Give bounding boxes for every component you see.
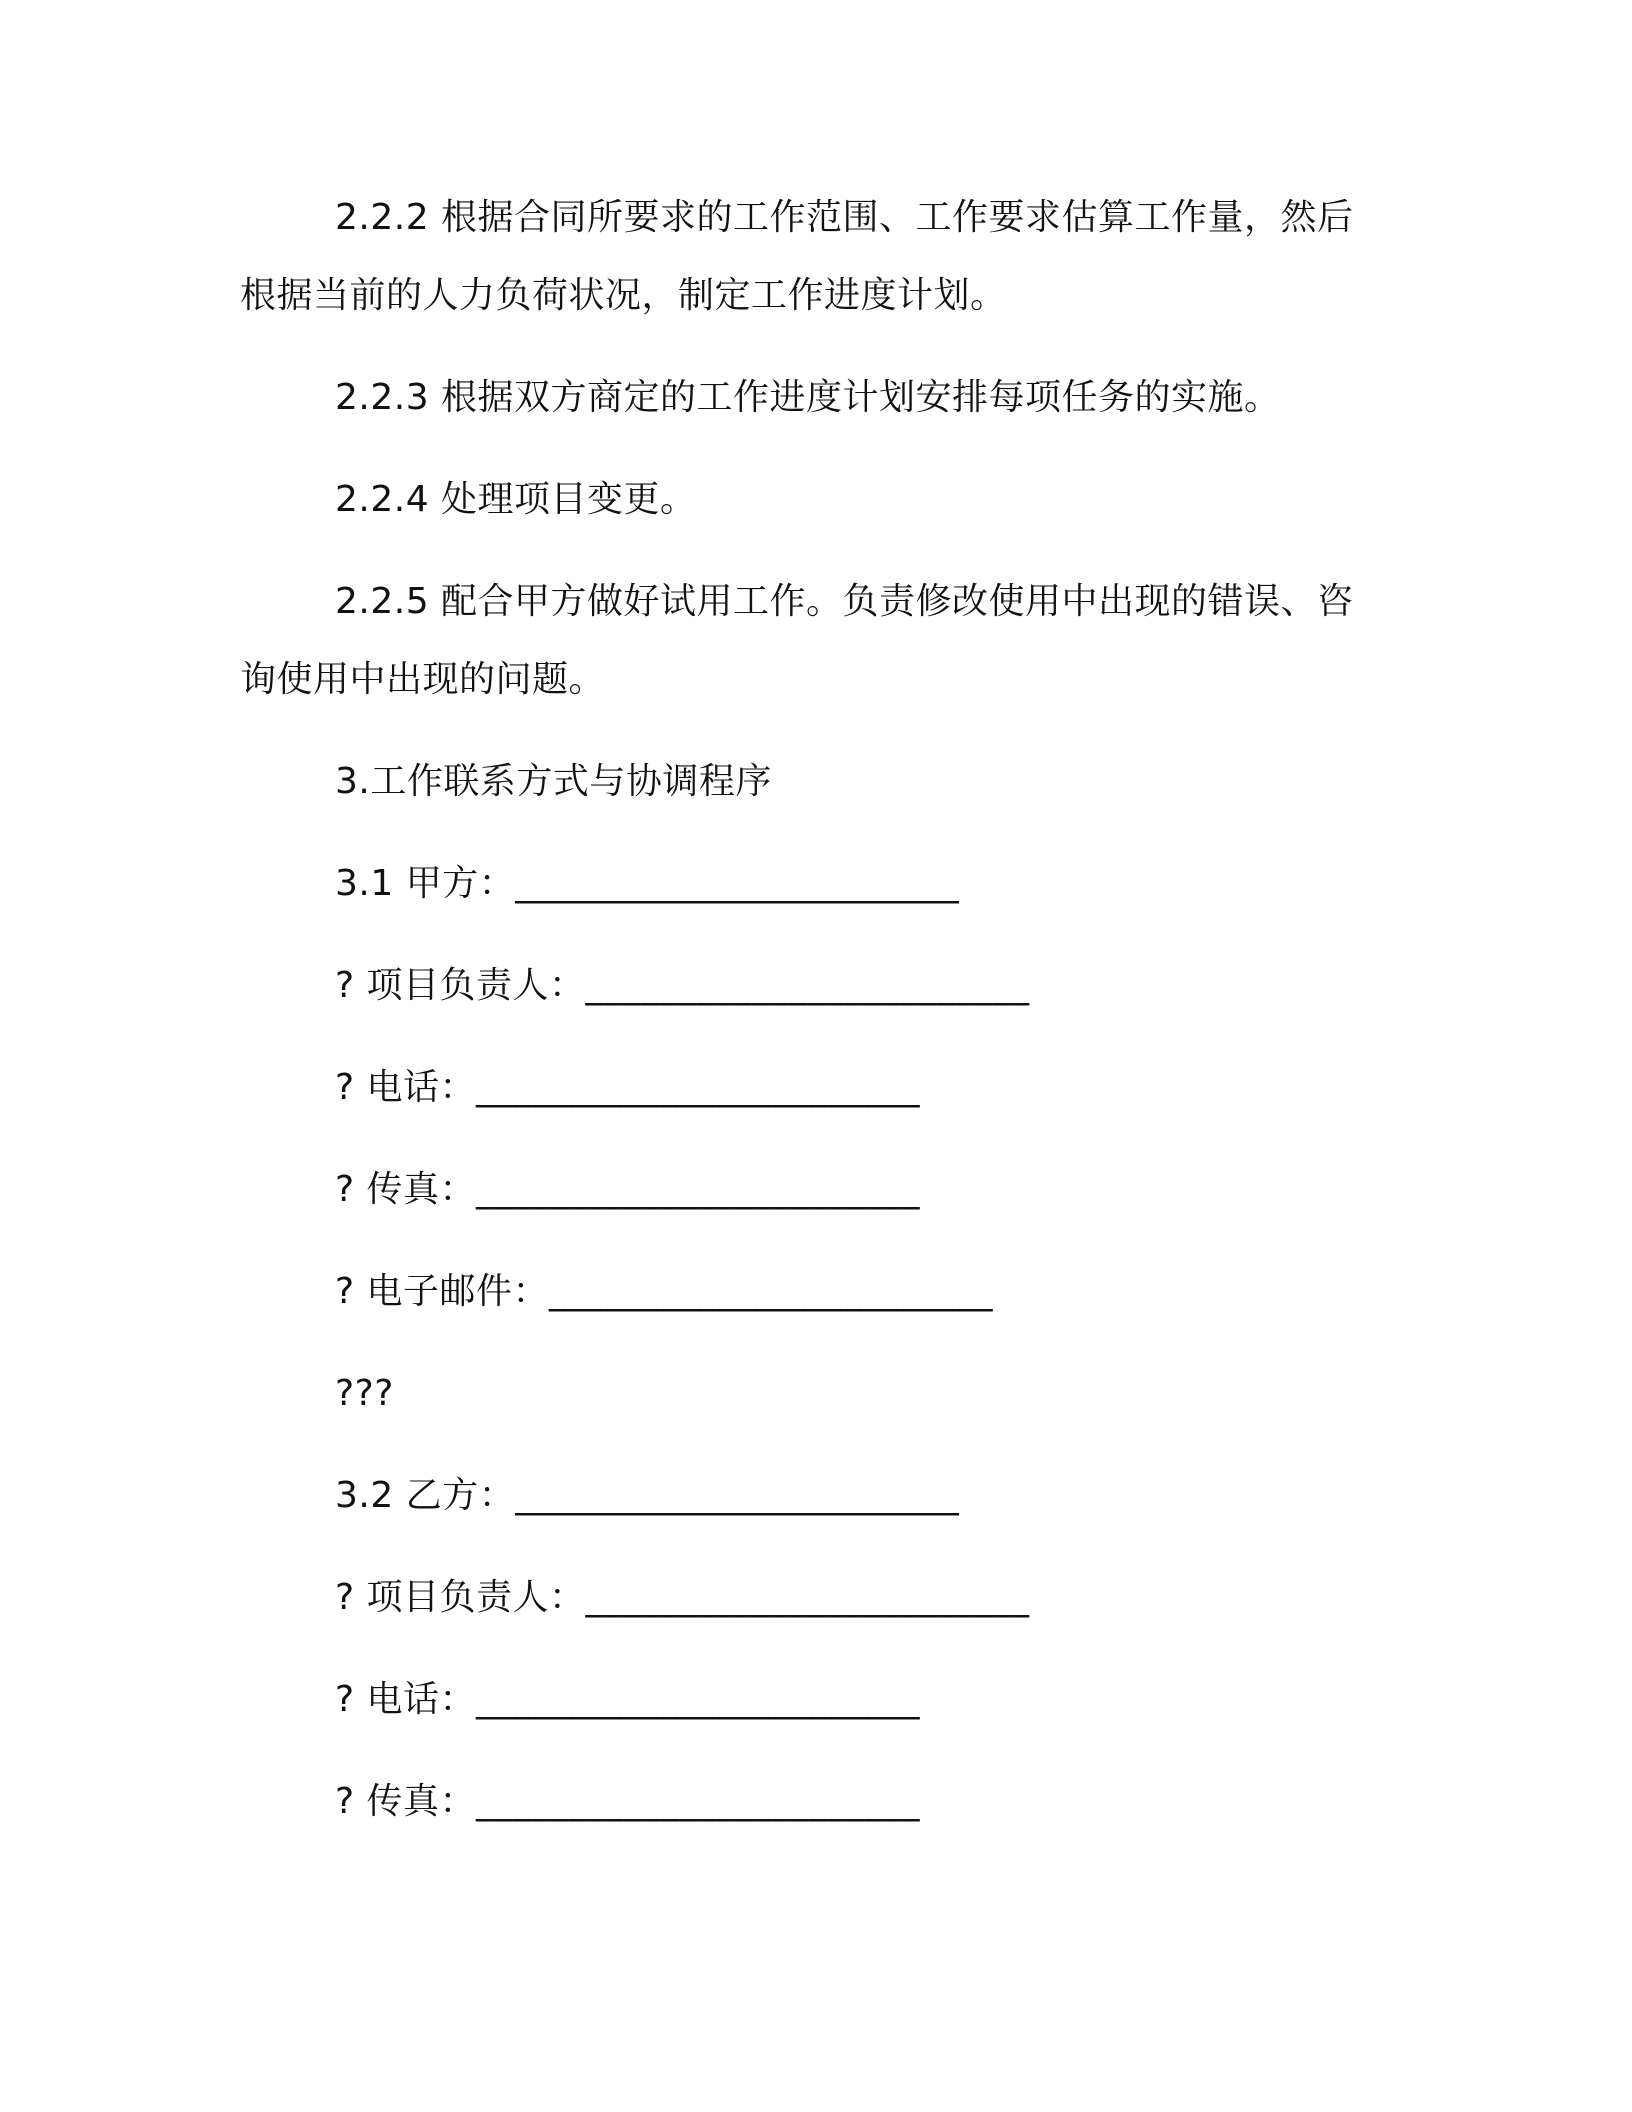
party-b-phone-field: ? 电话：________________________	[335, 1679, 921, 1720]
clause-2-2-5-line-2: 询使用中出现的问题。	[240, 659, 606, 700]
clause-2-2-3: 2.2.3 根据双方商定的工作进度计划安排每项任务的实施。	[335, 377, 1281, 418]
party-a-email-field: ? 电子邮件：________________________	[335, 1271, 994, 1312]
placeholder-marks: ???	[335, 1373, 394, 1414]
party-a-manager-field: ? 项目负责人：________________________	[335, 965, 1030, 1006]
party-a-field: 3.1 甲方：________________________	[335, 863, 960, 904]
party-b-fax-field: ? 传真：________________________	[335, 1781, 921, 1822]
clause-2-2-5-line-1: 2.2.5 配合甲方做好试用工作。负责修改使用中出现的错误、咨	[335, 581, 1354, 622]
party-b-manager-field: ? 项目负责人：________________________	[335, 1577, 1030, 1618]
clause-2-2-4: 2.2.4 处理项目变更。	[335, 479, 697, 520]
clause-2-2-2-line-2: 根据当前的人力负荷状况，制定工作进度计划。	[240, 275, 1007, 316]
party-b-field: 3.2 乙方：________________________	[335, 1475, 960, 1516]
section-3-heading: 3.工作联系方式与协调程序	[335, 761, 772, 802]
clause-2-2-2-line-1: 2.2.2 根据合同所要求的工作范围、工作要求估算工作量，然后	[335, 197, 1354, 238]
party-a-fax-field: ? 传真：________________________	[335, 1169, 921, 1210]
party-a-phone-field: ? 电话：________________________	[335, 1067, 921, 1108]
